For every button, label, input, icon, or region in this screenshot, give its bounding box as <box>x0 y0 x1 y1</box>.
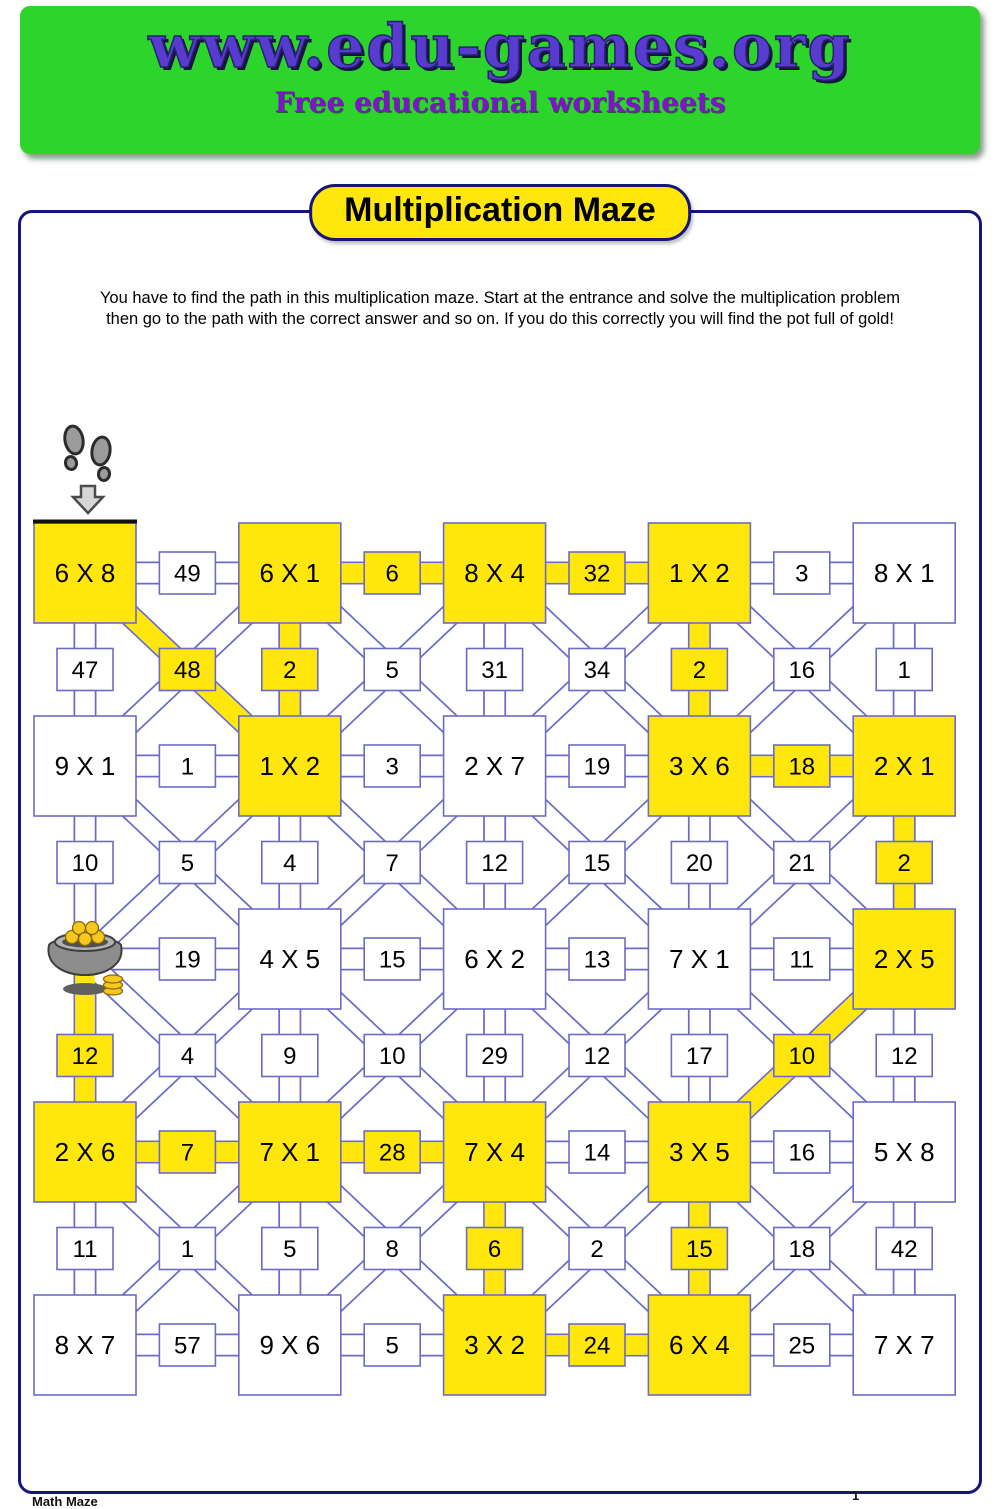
cell-label: 3 X 2 <box>464 1330 525 1361</box>
cell-label: 29 <box>481 1042 508 1070</box>
answer-cell-r6c1 <box>57 1035 113 1077</box>
problem-cell-r3c1 <box>34 716 136 816</box>
footprints-icon <box>63 425 112 513</box>
site-title: www.edu-games.org <box>148 12 852 82</box>
cell-label: 10 <box>71 849 99 877</box>
answer-cell-r1c8 <box>774 552 830 594</box>
problem-cell-r1c3 <box>239 523 341 623</box>
cell-label: 10 <box>788 1042 816 1070</box>
answer-cell-r1c4 <box>364 552 420 594</box>
answer-cell-r4c6 <box>569 842 625 884</box>
cell-label: 16 <box>788 656 816 684</box>
cell-label: 28 <box>378 1139 406 1167</box>
answer-cell-r5c4 <box>364 938 420 980</box>
answer-cell-r8c4 <box>364 1228 420 1270</box>
cell-label: 1 X 2 <box>669 558 730 589</box>
cell-label: 4 <box>283 849 297 877</box>
cell-label: 8 X 1 <box>873 558 935 589</box>
problem-cell-r9c7 <box>648 1295 750 1395</box>
problem-cell-r7c3 <box>239 1102 341 1202</box>
cell-label: 7 X 7 <box>873 1330 935 1361</box>
cell-label: 5 X 8 <box>873 1137 935 1168</box>
cell-label: 7 X 1 <box>669 944 730 975</box>
answer-cell-r4c5 <box>467 842 523 884</box>
cell-label: 31 <box>481 656 508 684</box>
cell-label: 12 <box>71 1042 99 1070</box>
answer-cell-r9c4 <box>364 1324 420 1366</box>
answer-cell-r5c2 <box>159 938 215 980</box>
cell-label: 18 <box>788 753 816 781</box>
answer-cell-r2c3 <box>262 649 318 691</box>
cell-label: 42 <box>890 1235 918 1263</box>
answer-cell-r6c9 <box>876 1035 932 1077</box>
cell-label: 9 X 1 <box>54 751 116 782</box>
cell-label: 5 <box>180 849 195 877</box>
cell-label: 2 <box>692 656 707 684</box>
cell-label: 6 X 4 <box>669 1330 730 1361</box>
cell-label: 11 <box>72 1235 98 1263</box>
cell-label: 7 X 1 <box>259 1137 321 1168</box>
cell-label: 2 <box>590 1235 604 1263</box>
problem-cell-r9c3 <box>239 1295 341 1395</box>
problem-cell-r9c1 <box>34 1295 136 1395</box>
problem-cell-r3c7 <box>648 716 750 816</box>
answer-cell-r4c2 <box>159 842 215 884</box>
answer-cell-r8c6 <box>569 1228 625 1270</box>
footer-left-text: Math Maze <box>32 1494 98 1509</box>
answer-cell-r7c4 <box>364 1131 420 1173</box>
problem-cell-r7c9 <box>853 1102 955 1202</box>
cell-label: 4 <box>180 1042 195 1070</box>
cell-label: 5 <box>385 1332 399 1360</box>
cell-label: 32 <box>583 560 611 588</box>
cell-label: 1 X 2 <box>259 751 321 782</box>
cell-label: 13 <box>583 946 611 974</box>
cell-label: 16 <box>788 1139 816 1167</box>
cell-label: 2 X 7 <box>464 751 525 782</box>
instructions-line2: then go to the path with the correct answer and so on. If you do this correctly you will find the pot full of gold! <box>106 309 894 328</box>
cell-label: 5 <box>283 1235 297 1263</box>
cell-label: 18 <box>788 1235 816 1263</box>
cell-label: 57 <box>174 1332 201 1360</box>
instructions-line1: You have to find the path in this multiplication maze. Start at the entrance and solve the multiplication problem <box>99 289 901 307</box>
cell-label: 5 <box>385 656 399 684</box>
answer-cell-r2c9 <box>876 649 932 691</box>
cell-label: 9 X 6 <box>259 1330 321 1361</box>
cell-label: 6 <box>487 1235 502 1263</box>
gold-coin <box>104 975 123 983</box>
cell-label: 11 <box>789 946 815 974</box>
cell-label: 3 X 6 <box>669 751 730 782</box>
problem-cell-r3c5 <box>444 716 546 816</box>
footer-page-number: 1 <box>852 1488 860 1503</box>
cell-label: 8 X 7 <box>54 1330 116 1361</box>
cell-label: 7 <box>180 1139 195 1167</box>
site-subtitle: Free educational worksheets <box>274 86 726 119</box>
cell-label: 15 <box>583 849 611 877</box>
cell-label: 15 <box>378 946 406 974</box>
answer-cell-r6c2 <box>159 1035 215 1077</box>
answer-cell-r7c8 <box>774 1131 830 1173</box>
cell-label: 6 X 2 <box>464 944 525 975</box>
cell-label: 2 X 6 <box>54 1137 116 1168</box>
cell-label: 34 <box>583 656 611 684</box>
cell-label: 7 <box>385 849 399 877</box>
gold-coin <box>79 933 92 946</box>
problem-cell-r1c7 <box>648 523 750 623</box>
answer-cell-r8c5 <box>467 1228 523 1270</box>
problem-cell-r5c5 <box>444 909 546 1009</box>
answer-cell-r9c6 <box>569 1324 625 1366</box>
cell-label: 8 X 4 <box>464 558 525 589</box>
answer-cell-r6c8 <box>774 1035 830 1077</box>
cell-label: 10 <box>378 1042 406 1070</box>
answer-cell-r3c4 <box>364 745 420 787</box>
cell-label: 21 <box>788 849 816 877</box>
answer-cell-r2c6 <box>569 649 625 691</box>
answer-cell-r8c7 <box>671 1228 727 1270</box>
answer-cell-r9c2 <box>159 1324 215 1366</box>
answer-cell-r4c9 <box>876 842 932 884</box>
answer-cell-r2c1 <box>57 649 113 691</box>
cell-label: 20 <box>686 849 713 877</box>
cell-label: 4 X 5 <box>259 944 321 975</box>
cell-label: 47 <box>71 656 99 684</box>
cell-label: 25 <box>788 1332 816 1360</box>
answer-cell-r8c9 <box>876 1228 932 1270</box>
answer-cell-r1c2 <box>159 552 215 594</box>
answer-cell-r6c6 <box>569 1035 625 1077</box>
problem-cell-r5c9 <box>853 909 955 1009</box>
cell-label: 12 <box>583 1042 611 1070</box>
cell-label: 7 X 4 <box>464 1137 525 1168</box>
problem-cell-r5c3 <box>239 909 341 1009</box>
problem-cell-r9c9 <box>853 1295 955 1395</box>
answer-cell-r4c8 <box>774 842 830 884</box>
answer-cell-r8c1 <box>57 1228 113 1270</box>
problem-cell-r3c9 <box>853 716 955 816</box>
answer-cell-r3c8 <box>774 745 830 787</box>
answer-cell-r4c7 <box>671 842 727 884</box>
cell-label: 24 <box>583 1332 611 1360</box>
cell-label: 6 X 8 <box>54 558 116 589</box>
cell-label: 6 X 1 <box>259 558 321 589</box>
cell-label: 19 <box>174 946 201 974</box>
answer-cell-r6c4 <box>364 1035 420 1077</box>
cell-label: 3 <box>795 560 809 588</box>
answer-cell-r5c8 <box>774 938 830 980</box>
problem-cell-r7c7 <box>648 1102 750 1202</box>
cell-label: 3 X 5 <box>669 1137 730 1168</box>
problem-cell-r3c3 <box>239 716 341 816</box>
cell-label: 12 <box>890 1042 918 1070</box>
problem-cell-r9c5 <box>444 1295 546 1395</box>
cell-label: 6 <box>385 560 399 588</box>
problem-cell-r7c1 <box>34 1102 136 1202</box>
cell-label: 2 X 1 <box>873 751 935 782</box>
answer-cell-r8c3 <box>262 1228 318 1270</box>
cell-label: 1 <box>897 656 911 684</box>
cell-label: 2 <box>283 656 297 684</box>
problem-cell-r1c5 <box>444 523 546 623</box>
cell-label: 19 <box>583 753 611 781</box>
answer-cell-r4c4 <box>364 842 420 884</box>
problem-cell-r5c7 <box>648 909 750 1009</box>
cell-label: 49 <box>174 560 201 588</box>
answer-cell-r7c6 <box>569 1131 625 1173</box>
answer-cell-r9c8 <box>774 1324 830 1366</box>
answer-cell-r4c1 <box>57 842 113 884</box>
answer-cell-r4c3 <box>262 842 318 884</box>
cell-label: 8 <box>385 1235 399 1263</box>
answer-cell-r3c2 <box>159 745 215 787</box>
cell-label: 12 <box>481 849 508 877</box>
answer-cell-r6c3 <box>262 1035 318 1077</box>
answer-cell-r2c4 <box>364 649 420 691</box>
answer-cell-r8c2 <box>159 1228 215 1270</box>
answer-cell-r8c8 <box>774 1228 830 1270</box>
problem-cell-r1c9 <box>853 523 955 623</box>
cell-label: 1 <box>180 753 195 781</box>
answer-cell-r6c7 <box>671 1035 727 1077</box>
answer-cell-r5c6 <box>569 938 625 980</box>
worksheet-title: Multiplication Maze <box>309 184 691 241</box>
answer-cell-r3c6 <box>569 745 625 787</box>
answer-cell-r1c6 <box>569 552 625 594</box>
answer-cell-r2c5 <box>467 649 523 691</box>
cell-label: 15 <box>686 1235 713 1263</box>
cell-label: 9 <box>283 1042 297 1070</box>
cell-label: 3 <box>385 753 399 781</box>
answer-cell-r2c7 <box>671 649 727 691</box>
cell-label: 2 X 5 <box>873 944 935 975</box>
problem-cell-r1c1 <box>34 523 136 623</box>
answer-cell-r2c2 <box>159 649 215 691</box>
cell-label: 2 <box>897 849 911 877</box>
cell-label: 1 <box>180 1235 195 1263</box>
cell-label: 17 <box>686 1042 713 1070</box>
down-arrow-icon <box>73 486 103 513</box>
cell-label: 48 <box>174 656 201 684</box>
answer-cell-r2c8 <box>774 649 830 691</box>
answer-cell-r6c5 <box>467 1035 523 1077</box>
answer-cell-r7c2 <box>159 1131 215 1173</box>
cell-label: 14 <box>583 1139 611 1167</box>
problem-cell-r7c5 <box>444 1102 546 1202</box>
